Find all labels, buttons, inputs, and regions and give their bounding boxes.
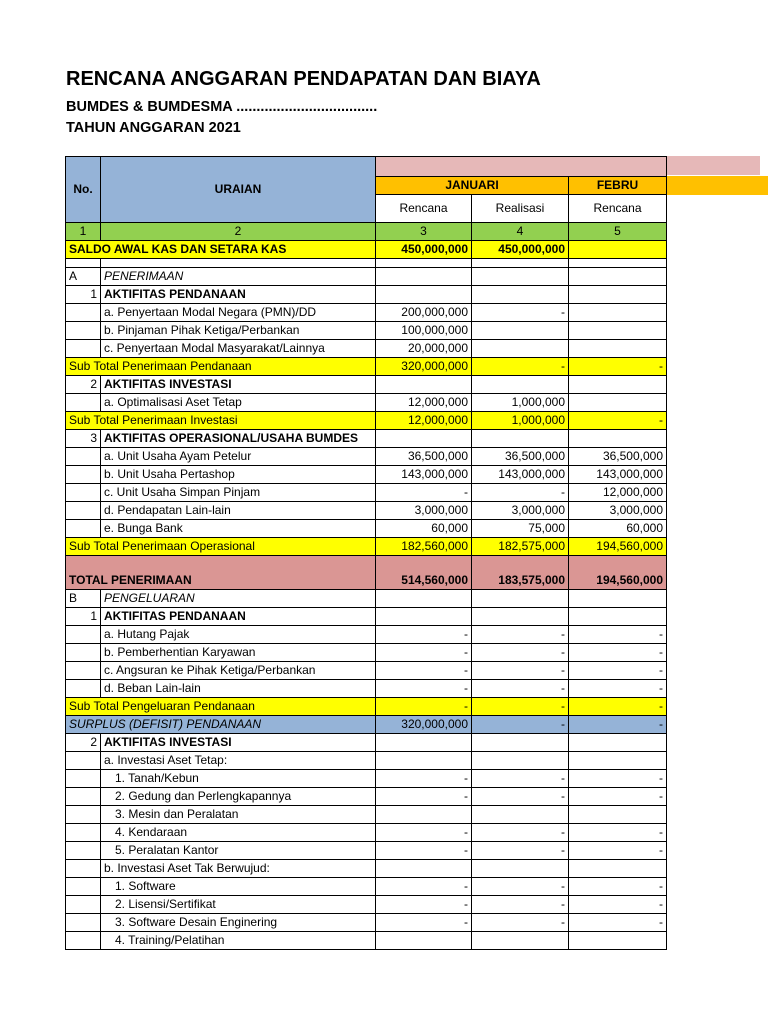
table-row xyxy=(66,914,667,932)
value-c4: 450,000,000 xyxy=(472,241,569,259)
value-c3: 20,000,000 xyxy=(376,340,472,358)
value-c5: - xyxy=(569,644,667,662)
row-number xyxy=(66,448,101,466)
value-c4 xyxy=(472,376,569,394)
table-row xyxy=(66,842,667,860)
table-row xyxy=(66,770,667,788)
value-c4 xyxy=(472,340,569,358)
value-c5 xyxy=(569,734,667,752)
value-c4: - xyxy=(472,878,569,896)
row-label: b. Investasi Aset Tak Berwujud: xyxy=(101,860,376,878)
table-row xyxy=(66,878,667,896)
row-label: a. Unit Usaha Ayam Petelur xyxy=(101,448,376,466)
value-c4 xyxy=(472,752,569,770)
row-label: SURPLUS (DEFISIT) PENDANAAN xyxy=(66,716,376,734)
table-row xyxy=(66,286,667,304)
value-c4: - xyxy=(472,788,569,806)
value-c3: - xyxy=(376,698,472,716)
value-c5 xyxy=(569,322,667,340)
row-label: PENGELUARAN xyxy=(101,590,376,608)
value-c4 xyxy=(472,286,569,304)
value-c4 xyxy=(472,430,569,448)
row-number xyxy=(66,878,101,896)
row-label: 2. Lisensi/Sertifikat xyxy=(101,896,376,914)
row-number xyxy=(66,896,101,914)
budget-table xyxy=(65,156,667,950)
value-c3: 12,000,000 xyxy=(376,394,472,412)
value-c4: - xyxy=(472,484,569,502)
row-label: 1. Tanah/Kebun xyxy=(101,770,376,788)
value-c3 xyxy=(376,752,472,770)
row-number xyxy=(66,860,101,878)
value-c5: 143,000,000 xyxy=(569,466,667,484)
header-realisasi-jan: Realisasi xyxy=(472,195,569,223)
value-c5: - xyxy=(569,914,667,932)
budget-table-body xyxy=(66,241,667,950)
value-c5: - xyxy=(569,896,667,914)
value-c3: 12,000,000 xyxy=(376,412,472,430)
row-label: AKTIFITAS PENDANAAN xyxy=(101,608,376,626)
budget-sheet xyxy=(65,156,768,1024)
table-row xyxy=(66,268,667,286)
row-label: Sub Total Pengeluaran Pendanaan xyxy=(66,698,376,716)
table-row xyxy=(66,376,667,394)
row-number: B xyxy=(66,590,101,608)
row-label: c. Unit Usaha Simpan Pinjam xyxy=(101,484,376,502)
row-label: Sub Total Penerimaan Operasional xyxy=(66,538,376,556)
value-c5: - xyxy=(569,662,667,680)
value-c5 xyxy=(569,241,667,259)
table-row xyxy=(66,448,667,466)
row-label: b. Unit Usaha Pertashop xyxy=(101,466,376,484)
col-number-2: 2 xyxy=(101,223,376,241)
table-row xyxy=(66,340,667,358)
value-c3: - xyxy=(376,770,472,788)
value-c4: 182,575,000 xyxy=(472,538,569,556)
budget-year: TAHUN ANGGARAN 2021 xyxy=(66,120,241,136)
value-c5 xyxy=(569,806,667,824)
value-c5: - xyxy=(569,716,667,734)
table-row xyxy=(66,304,667,322)
value-c3: 450,000,000 xyxy=(376,241,472,259)
value-c4: 75,000 xyxy=(472,520,569,538)
table-row xyxy=(66,626,667,644)
value-c4 xyxy=(472,734,569,752)
row-number xyxy=(66,520,101,538)
value-c5 xyxy=(569,304,667,322)
table-row xyxy=(66,824,667,842)
spacer-cell xyxy=(569,259,667,268)
row-number xyxy=(66,770,101,788)
value-c3: 3,000,000 xyxy=(376,502,472,520)
row-number xyxy=(66,662,101,680)
row-label: 2. Gedung dan Perlengkapannya xyxy=(101,788,376,806)
value-c4: 1,000,000 xyxy=(472,412,569,430)
value-c5: - xyxy=(569,788,667,806)
row-label: a. Optimalisasi Aset Tetap xyxy=(101,394,376,412)
row-label: 3. Software Desain Enginering xyxy=(101,914,376,932)
row-label: d. Pendapatan Lain-lain xyxy=(101,502,376,520)
header-rencana-feb: Rencana xyxy=(569,195,667,223)
row-number xyxy=(66,626,101,644)
row-label: 4. Kendaraan xyxy=(101,824,376,842)
row-label: 3. Mesin dan Peralatan xyxy=(101,806,376,824)
value-c5 xyxy=(569,376,667,394)
value-c5 xyxy=(569,932,667,950)
value-c5: 36,500,000 xyxy=(569,448,667,466)
row-label: c. Angsuran ke Pihak Ketiga/Perbankan xyxy=(101,662,376,680)
value-c5: - xyxy=(569,626,667,644)
value-c5 xyxy=(569,590,667,608)
value-c3 xyxy=(376,860,472,878)
value-c4 xyxy=(472,806,569,824)
value-c3: - xyxy=(376,842,472,860)
value-c5 xyxy=(569,286,667,304)
table-row xyxy=(66,259,667,268)
header-uraian: URAIAN xyxy=(101,157,376,223)
value-c5: - xyxy=(569,680,667,698)
row-label: SALDO AWAL KAS DAN SETARA KAS xyxy=(66,241,376,259)
row-number xyxy=(66,788,101,806)
value-c4 xyxy=(472,608,569,626)
value-c4: 143,000,000 xyxy=(472,466,569,484)
value-c4: - xyxy=(472,896,569,914)
value-c4: - xyxy=(472,914,569,932)
header-januari: JANUARI xyxy=(376,177,569,195)
spacer-cell xyxy=(101,259,376,268)
col-number-1: 1 xyxy=(66,223,101,241)
value-c4: 1,000,000 xyxy=(472,394,569,412)
value-c3: 182,560,000 xyxy=(376,538,472,556)
table-row xyxy=(66,932,667,950)
table-row xyxy=(66,788,667,806)
value-c5 xyxy=(569,752,667,770)
page-subtitle: BUMDES & BUMDESMA ................................... xyxy=(66,99,378,115)
value-c4: - xyxy=(472,680,569,698)
row-label: b. Pemberhentian Karyawan xyxy=(101,644,376,662)
row-label: 4. Training/Pelatihan xyxy=(101,932,376,950)
value-c3: 320,000,000 xyxy=(376,358,472,376)
row-label: c. Penyertaan Modal Masyarakat/Lainnya xyxy=(101,340,376,358)
table-row xyxy=(66,734,667,752)
value-c3 xyxy=(376,734,472,752)
spacer-cell xyxy=(472,259,569,268)
row-label: AKTIFITAS OPERASIONAL/USAHA BUMDES xyxy=(101,430,376,448)
value-c4: - xyxy=(472,716,569,734)
value-c5: 194,560,000 xyxy=(569,556,667,590)
value-c4: - xyxy=(472,626,569,644)
value-c3: - xyxy=(376,914,472,932)
value-c5: 12,000,000 xyxy=(569,484,667,502)
row-number xyxy=(66,932,101,950)
table-row xyxy=(66,752,667,770)
value-c3: - xyxy=(376,484,472,502)
value-c5 xyxy=(569,430,667,448)
row-label: TOTAL PENERIMAAN xyxy=(66,556,376,590)
value-c5: 194,560,000 xyxy=(569,538,667,556)
value-c5: - xyxy=(569,878,667,896)
value-c4: - xyxy=(472,662,569,680)
value-c3: 36,500,000 xyxy=(376,448,472,466)
value-c3: 514,560,000 xyxy=(376,556,472,590)
row-label: a. Penyertaan Modal Negara (PMN)/DD xyxy=(101,304,376,322)
value-c3 xyxy=(376,608,472,626)
table-row xyxy=(66,716,667,734)
value-c4: - xyxy=(472,644,569,662)
row-number xyxy=(66,914,101,932)
row-label: a. Hutang Pajak xyxy=(101,626,376,644)
table-row xyxy=(66,412,667,430)
value-c5: - xyxy=(569,824,667,842)
row-number xyxy=(66,340,101,358)
spacer-cell xyxy=(66,259,101,268)
value-c3 xyxy=(376,430,472,448)
row-number xyxy=(66,752,101,770)
row-number: 1 xyxy=(66,608,101,626)
row-label: AKTIFITAS INVESTASI xyxy=(101,376,376,394)
value-c5: - xyxy=(569,358,667,376)
value-c3: - xyxy=(376,626,472,644)
value-c3: 60,000 xyxy=(376,520,472,538)
table-row xyxy=(66,538,667,556)
header-rencana-jan: Rencana xyxy=(376,195,472,223)
value-c5: - xyxy=(569,412,667,430)
row-label: AKTIFITAS INVESTASI xyxy=(101,734,376,752)
table-row xyxy=(66,430,667,448)
row-number xyxy=(66,824,101,842)
row-label: b. Pinjaman Pihak Ketiga/Perbankan xyxy=(101,322,376,340)
value-c4: 3,000,000 xyxy=(472,502,569,520)
row-label: 5. Peralatan Kantor xyxy=(101,842,376,860)
col-number-3: 3 xyxy=(376,223,472,241)
row-number xyxy=(66,466,101,484)
value-c5 xyxy=(569,340,667,358)
value-c3 xyxy=(376,590,472,608)
value-c5 xyxy=(569,268,667,286)
value-c3: - xyxy=(376,644,472,662)
value-c3: - xyxy=(376,878,472,896)
row-number: 2 xyxy=(66,734,101,752)
value-c3: 320,000,000 xyxy=(376,716,472,734)
table-row xyxy=(66,680,667,698)
table-row xyxy=(66,590,667,608)
row-label: PENERIMAAN xyxy=(101,268,376,286)
value-c5: 3,000,000 xyxy=(569,502,667,520)
table-row xyxy=(66,394,667,412)
row-number xyxy=(66,394,101,412)
row-number xyxy=(66,644,101,662)
value-c4 xyxy=(472,932,569,950)
value-c4 xyxy=(472,322,569,340)
value-c4: - xyxy=(472,358,569,376)
table-row xyxy=(66,502,667,520)
value-c3 xyxy=(376,376,472,394)
value-c3: - xyxy=(376,662,472,680)
value-c4 xyxy=(472,268,569,286)
page-title: RENCANA ANGGARAN PENDAPATAN DAN BIAYA xyxy=(66,68,541,90)
value-c3 xyxy=(376,932,472,950)
row-number: 2 xyxy=(66,376,101,394)
value-c5: - xyxy=(569,698,667,716)
value-c3: - xyxy=(376,680,472,698)
row-number xyxy=(66,484,101,502)
value-c3 xyxy=(376,268,472,286)
row-label: d. Beban Lain-lain xyxy=(101,680,376,698)
value-c3: - xyxy=(376,788,472,806)
header-month-band xyxy=(376,157,667,177)
value-c4: - xyxy=(472,824,569,842)
table-row xyxy=(66,806,667,824)
value-c3: 143,000,000 xyxy=(376,466,472,484)
value-c5: - xyxy=(569,770,667,788)
table-row xyxy=(66,322,667,340)
row-number xyxy=(66,502,101,520)
value-c4: - xyxy=(472,698,569,716)
row-number xyxy=(66,680,101,698)
value-c4: 36,500,000 xyxy=(472,448,569,466)
table-row xyxy=(66,608,667,626)
table-row xyxy=(66,662,667,680)
col-number-4: 4 xyxy=(472,223,569,241)
row-number: 3 xyxy=(66,430,101,448)
row-number: 1 xyxy=(66,286,101,304)
value-c3 xyxy=(376,806,472,824)
row-label: e. Bunga Bank xyxy=(101,520,376,538)
row-number xyxy=(66,842,101,860)
table-row xyxy=(66,644,667,662)
row-label: Sub Total Penerimaan Investasi xyxy=(66,412,376,430)
spacer-cell xyxy=(376,259,472,268)
table-row xyxy=(66,358,667,376)
value-c4 xyxy=(472,860,569,878)
value-c4 xyxy=(472,590,569,608)
value-c4: - xyxy=(472,304,569,322)
value-c4: - xyxy=(472,770,569,788)
table-row xyxy=(66,484,667,502)
value-c3: 100,000,000 xyxy=(376,322,472,340)
row-label: 1. Software xyxy=(101,878,376,896)
value-c5 xyxy=(569,608,667,626)
table-row xyxy=(66,466,667,484)
header-no: No. xyxy=(66,157,101,223)
value-c3: 200,000,000 xyxy=(376,304,472,322)
table-row xyxy=(66,520,667,538)
header-februari: FEBRU xyxy=(569,177,667,195)
value-c4: - xyxy=(472,842,569,860)
row-label: Sub Total Penerimaan Pendanaan xyxy=(66,358,376,376)
value-c5 xyxy=(569,860,667,878)
row-label: AKTIFITAS PENDANAAN xyxy=(101,286,376,304)
table-row xyxy=(66,896,667,914)
row-number xyxy=(66,806,101,824)
table-row xyxy=(66,860,667,878)
table-row xyxy=(66,556,667,590)
value-c5: 60,000 xyxy=(569,520,667,538)
table-row xyxy=(66,698,667,716)
row-number xyxy=(66,322,101,340)
value-c3 xyxy=(376,286,472,304)
value-c3: - xyxy=(376,896,472,914)
value-c5: - xyxy=(569,842,667,860)
row-label: a. Investasi Aset Tetap: xyxy=(101,752,376,770)
row-number xyxy=(66,304,101,322)
value-c4: 183,575,000 xyxy=(472,556,569,590)
value-c5 xyxy=(569,394,667,412)
value-c3: - xyxy=(376,824,472,842)
col-number-5: 5 xyxy=(569,223,667,241)
row-number: A xyxy=(66,268,101,286)
table-row xyxy=(66,241,667,259)
